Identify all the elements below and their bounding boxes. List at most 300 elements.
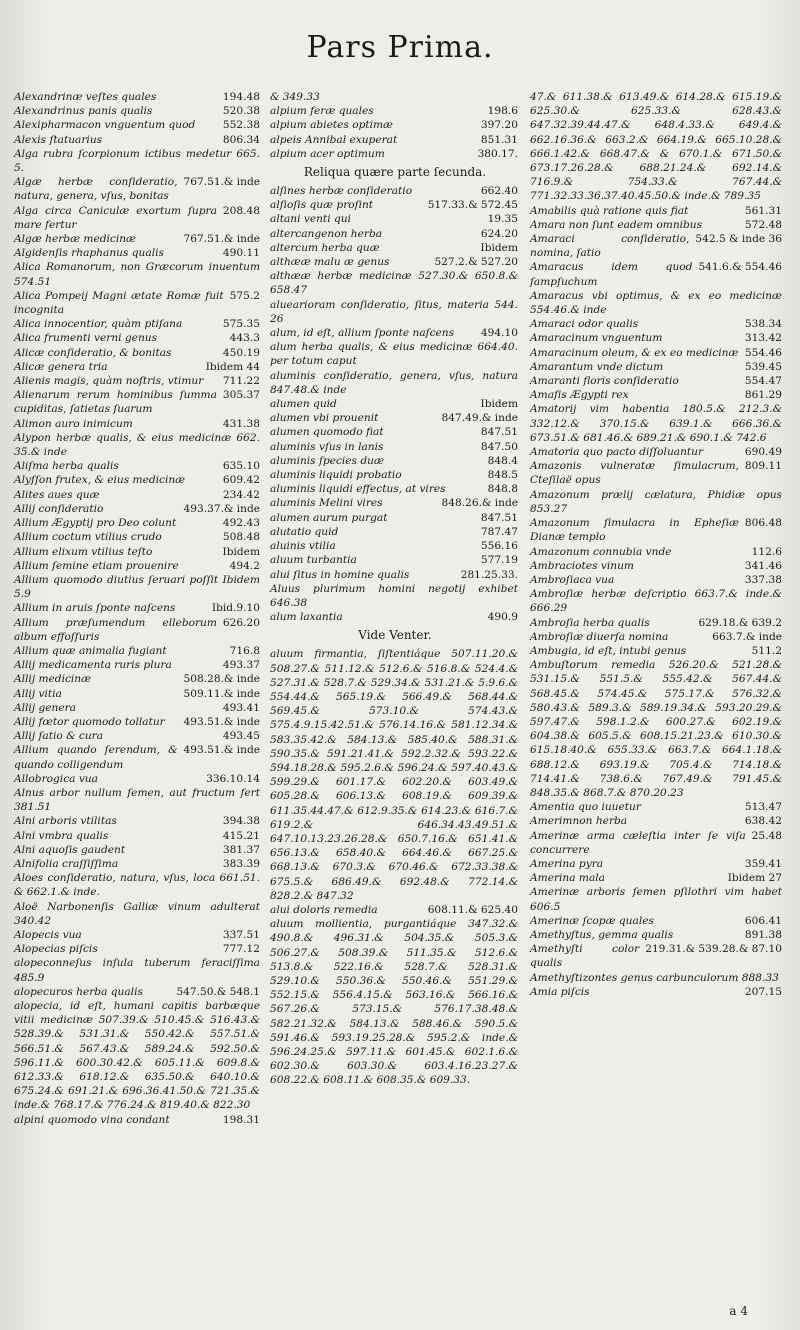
entry-reference: 608.11.& 625.40	[427, 903, 518, 916]
entry-text: Amaracus idem quod ſampſuchum	[530, 261, 693, 288]
entry-text: Alni vmbra qualis	[14, 829, 109, 842]
entry-reference: 538.34	[744, 318, 782, 331]
index-entry	[270, 184, 520, 198]
entry-text: alumen aurum purgat	[270, 511, 388, 524]
entry-text: aluminis Melini vires	[270, 497, 383, 510]
entry-text: alpium abietes optimæ	[270, 119, 394, 132]
entry-text: Amabilis quà ratione quis fiat	[530, 204, 689, 217]
entry-text: Amerimnon herba	[530, 815, 628, 828]
index-entry	[270, 425, 520, 439]
index-entry	[530, 587, 784, 615]
index-entry	[14, 843, 262, 857]
entry-reference: 806.48	[744, 517, 782, 530]
index-entry	[14, 502, 262, 516]
entry-reference: 577.19	[480, 554, 518, 567]
index-entry	[270, 298, 520, 326]
index-entry	[270, 397, 520, 411]
entry-reference: 572.48	[744, 218, 782, 231]
index-entry	[530, 232, 784, 260]
index-entry	[530, 317, 784, 331]
index-entry	[14, 260, 262, 288]
index-entry	[530, 942, 784, 970]
index-entry	[14, 388, 262, 416]
entry-text: Allium præſumendum elleborum album effoſſuris	[14, 616, 217, 643]
entry-reference: 397.20	[480, 119, 518, 132]
index-entry	[530, 658, 784, 800]
index-entry	[270, 255, 520, 269]
entry-text: Amatoria quo pacto diſſoluantur	[530, 446, 704, 459]
entry-text: alpeis Annibal exuperat	[270, 133, 398, 146]
entry-text: Alimon auro inimicum	[14, 417, 133, 430]
entry-text: Ambroſiæ herbæ deſcriptio 663.7.& inde.& 666.29	[530, 588, 782, 615]
index-entry	[14, 559, 262, 573]
entry-text: Amaranti floris conſideratio	[530, 375, 679, 388]
index-entry	[14, 360, 262, 374]
entry-text: altani venti qui	[270, 213, 351, 226]
index-entry	[270, 568, 520, 582]
index-entry	[14, 857, 262, 871]
entry-reference: Ibidem	[480, 398, 518, 411]
index-entry	[530, 616, 784, 630]
index-entry	[14, 431, 262, 459]
index-entry	[270, 411, 520, 425]
index-entry	[14, 232, 262, 246]
index-entry	[14, 942, 262, 956]
entry-reference: 547.50.& 548.1	[176, 985, 260, 998]
index-entry	[14, 1113, 262, 1127]
index-entry	[14, 118, 262, 132]
entry-reference: 662.40	[480, 185, 518, 198]
entry-reference: 415.21	[222, 829, 260, 842]
entry-reference: 341.46	[744, 559, 782, 572]
entry-text: Allij ſatio & cura	[14, 730, 104, 743]
index-entry	[530, 928, 784, 942]
entry-text: Amaracus vbi optimus, & ex eo medicinæ 554.46.& inde	[530, 289, 782, 317]
index-entry	[530, 630, 784, 644]
entry-text: 47.& 611.38.& 613.49.& 614.28.& 615.19.& 625.30.& 625.33.& 628.43.& 647.32.39.44.47.& 648.4.33.& 649.4.& 662.16.36.& 663.2.& 664.19.& 665.10.28.& 666.1.42.& 668.47.& & 670.1.& 671.50.& 673.17.26.28.& 688.21.24.& 692.14.& 716.9.& 754.33.& 767.44.& 771.32.33.36.37.40.45.50.& inde.& 789.35	[530, 91, 782, 203]
entry-reference: Ibid.9.10	[211, 602, 260, 615]
entry-text: Alicæ conſideratio, & bonitas	[14, 346, 172, 359]
index-entry	[14, 147, 262, 175]
index-entry	[530, 559, 784, 573]
index-entry	[530, 488, 784, 516]
entry-text: Alopecis vua	[14, 928, 82, 941]
entry-text: Allium ſemine etiam prouenire	[14, 559, 179, 572]
entry-text: Amerina pyra	[530, 857, 604, 870]
entry-reference: Ibidem	[480, 241, 518, 254]
entry-reference: 493.37.& inde	[183, 502, 260, 515]
index-entry	[270, 198, 520, 212]
entry-text: althææ herbæ medicinæ 527.30.& 650.8.& 658.47	[270, 270, 518, 297]
entry-text: Allium Ægyptij pro Deo colunt	[14, 517, 177, 530]
entry-text: alui ſitus in homine qualis	[270, 568, 410, 581]
index-entry	[14, 289, 262, 317]
entry-reference: 777.12	[222, 943, 260, 956]
index-entry	[14, 516, 262, 530]
entry-text: aluum mollientia, purgantiáque 347.32.& 490.8.& 496.31.& 504.35.& 505.3.& 506.27.& 508.39.& 511.35.& 512.6.& 513.8.& 522.16.& 528.7.& 528.31.& 529.10.& 550.36.& 550.46.& 551.29.& 552.15.& 556.4.15.& 563.16.& 566.16.& 567.26.& 573.15.& 576.17.38.48.& 582.21.32.& 584.13.& 588.46.& 590.5.& 591.46.& 593.19.25.28.& 595.2.& inde.& 596.24.25.& 597.11.& 601.45.& 602.1.6.& 602.30.& 603.30.& 603.4.16.23.27.& 608.22.& 608.11.& 608.35.& 609.33.	[270, 918, 518, 1087]
entry-text: Alienarum rerum hominibus ſumma cupiditas, ſatietas ſuarum	[14, 389, 217, 416]
entry-text: aluum firmantia, ſiſtentiáque 507.11.20.& 508.27.& 511.12.& 512.6.& 516.8.& 524.4.& 527.31.& 528.7.& 529.34.& 531.21.& 5.9.6.& 554.44.& 565.19.& 566.49.& 568.44.& 569.45.& 573.10.& 574.43.& 575.4.9.15.42.51.& 576.14.16.& 581.12.34.& 583.35.42.& 584.13.& 585.40.& 588.31.& 590.35.& 591.21.41.& 592.2.32.& 593.22.& 594.18.28.& 595.2.6.& 596.24.& 597.40.43.& 599.29.& 601.17.& 602.20.& 603.49.& 605.28.& 606.13.& 608.19.& 609.39.& 611.35.44.47.& 612.9.35.& 614.23.& 616.7.& 619.2.& 646.34.43.49.51.& 647.10.13.23.26.28.& 650.7.16.& 651.41.& 656.13.& 658.40.& 664.46.& 667.25.& 668.13.& 670.3.& 670.46.& 672.33.38.& 675.5.& 686.49.& 692.48.& 772.14.& 828.2.& 847.32	[270, 648, 518, 902]
entry-reference: 381.37	[222, 843, 260, 856]
entry-text: Amaraci conſideratio, nomina, ſatio	[530, 233, 690, 260]
entry-text: alutatio quid	[270, 525, 339, 538]
entry-text: Amerinæ arboris ſemen pſilothri vim habet 606.5	[530, 886, 782, 913]
index-entry	[14, 473, 262, 487]
index-entry	[14, 701, 262, 715]
index-entry	[270, 90, 520, 104]
entry-text: Alypon herbæ qualis, & eius medicinæ 662. 35.& inde	[14, 431, 260, 459]
entry-text: Alica innocentior, quàm ptiſana	[14, 318, 183, 331]
index-entry	[270, 553, 520, 567]
entry-reference: 112.6	[751, 545, 782, 558]
entry-reference: 848.8	[487, 483, 518, 496]
entry-reference: 25.48	[751, 829, 782, 842]
entry-text: Allium in aruis ſponte naſcens	[14, 602, 176, 615]
entry-text: alopeconneſus inſula tuberum feraciſſima 485.9	[14, 957, 260, 984]
index-entry	[530, 829, 784, 857]
index-entry	[14, 644, 262, 658]
entry-text: Alexipharmacon vnguentum quod	[14, 119, 196, 132]
index-entry	[530, 971, 784, 985]
entry-reference: Ibidem	[222, 545, 260, 558]
entry-text: Amaracinum vnguentum	[530, 332, 663, 345]
index-entry	[270, 104, 520, 118]
entry-reference: 281.25.33.	[460, 568, 518, 581]
entry-text: alumen quid	[270, 398, 337, 411]
entry-reference: 493.37	[222, 659, 260, 672]
index-entry	[14, 999, 262, 1113]
entry-reference: 635.10	[222, 460, 260, 473]
entry-text: Allium elixum vtilius teſto	[14, 545, 153, 558]
entry-text: Algæ herbæ medicinæ	[14, 233, 136, 246]
index-entry	[270, 647, 520, 903]
entry-text: Amatorij vim habentia 180.5.& 212.3.& 332.12.& 370.15.& 639.1.& 666.36.& 673.51.& 681.46.& 689.21.& 690.1.& 742.6	[530, 403, 782, 444]
entry-text: altercum herba quæ	[270, 241, 380, 254]
entry-reference: 847.51	[480, 426, 518, 439]
entry-text: Aloes conſideratio, natura, vſus, loca 661.51. & 662.1.& inde.	[14, 872, 260, 899]
entry-reference: 861.29	[744, 389, 782, 402]
index-entry	[270, 369, 520, 397]
index-entry	[14, 729, 262, 743]
signature-mark: a 4	[729, 1304, 748, 1318]
entry-text: Amethyſti color qualis	[530, 943, 640, 970]
entry-reference: 554.46	[744, 346, 782, 359]
entry-text: alpini quomodo vina condant	[14, 1113, 170, 1126]
entry-reference: 787.47	[480, 525, 518, 538]
index-entry	[14, 743, 262, 771]
entry-reference: 848.26.& inde	[441, 497, 518, 510]
entry-text: Allij vitia	[14, 687, 62, 700]
entry-reference: 493.51.& inde	[183, 744, 260, 757]
index-entry	[14, 346, 262, 360]
index-entry	[270, 539, 520, 553]
index-entry	[14, 772, 262, 786]
index-entry	[270, 482, 520, 496]
entry-text: Amara non ſunt eadem omnibus	[530, 218, 703, 231]
index-entry	[14, 133, 262, 147]
entry-text: Alica Pompeij Magni ætate Romæ fuit incognita	[14, 289, 224, 317]
entry-reference: 493.41	[222, 701, 260, 714]
entry-reference: 513.47	[744, 801, 782, 814]
entry-reference: 219.31.& 539.28.& 87.10	[645, 943, 782, 956]
entry-text: Alexis ſtatuarius	[14, 133, 103, 146]
index-column-3	[530, 90, 784, 999]
entry-reference: 198.6	[487, 105, 518, 118]
entry-reference: 575.35	[222, 318, 260, 331]
entry-reference: 313.42	[744, 332, 782, 345]
index-entry	[270, 525, 520, 539]
entry-reference: 443.3	[229, 332, 260, 345]
entry-reference: 394.38	[222, 815, 260, 828]
index-entry	[14, 459, 262, 473]
entry-reference: 19.35	[487, 213, 518, 226]
index-entry	[270, 147, 520, 161]
entry-text: Alica frumenti verni genus	[14, 332, 158, 345]
entry-reference: 431.38	[222, 417, 260, 430]
index-entry	[14, 90, 262, 104]
entry-text: Alni aquoſis gaudent	[14, 843, 126, 856]
entry-reference: 234.42	[222, 488, 260, 501]
entry-reference: 450.19	[222, 346, 260, 359]
entry-text: Amazonum prælij cælatura, Phidiæ opus 853.27	[530, 488, 782, 515]
entry-text: Alites aues quæ	[14, 488, 100, 501]
entry-text: alſioſis quæ proſint	[270, 199, 374, 212]
index-entry	[270, 241, 520, 255]
entry-reference: 508.28.& inde	[183, 673, 260, 686]
entry-text: Alyſſon frutex, & eius medicinæ	[14, 474, 186, 487]
index-entry	[14, 573, 262, 601]
index-entry	[270, 917, 520, 1087]
index-entry	[530, 644, 784, 658]
entry-reference: 305.37	[222, 389, 260, 402]
entry-reference: Ibidem 44	[205, 360, 260, 373]
entry-reference: 492.43	[222, 517, 260, 530]
index-entry	[14, 829, 262, 843]
index-entry	[530, 545, 784, 559]
index-entry	[14, 985, 262, 999]
entry-reference: 847.50	[480, 440, 518, 453]
entry-text: Allium quomodo diutius ſeruari poſſit Ibidem 5.9	[14, 573, 260, 601]
entry-reference: 508.48	[222, 531, 260, 544]
entry-reference: 690.49	[744, 446, 782, 459]
index-entry	[530, 260, 784, 288]
index-entry	[14, 956, 262, 984]
entry-text: Algidenſis rhaphanus qualis	[14, 247, 164, 260]
index-entry	[14, 417, 262, 431]
entry-reference: 541.6.& 554.46	[698, 261, 782, 274]
entry-reference: 629.18.& 639.2	[698, 616, 782, 629]
index-entry	[14, 871, 262, 899]
entry-reference: 891.38	[744, 928, 782, 941]
entry-reference: 848.4	[487, 454, 518, 467]
entry-text: aluminis liquidi effectus, at vires	[270, 483, 446, 496]
index-entry	[530, 388, 784, 402]
index-entry	[530, 204, 784, 218]
entry-text: Amerinæ arma cæleſtia inter ſe viſa concurrere	[530, 829, 746, 856]
index-entry	[530, 346, 784, 360]
entry-text: aluum turbantia	[270, 554, 357, 567]
entry-reference: 198.31	[222, 1113, 260, 1126]
entry-text: Aluus plurimum homini negotij exhibet 646.38	[270, 582, 518, 609]
entry-reference: 561.31	[744, 204, 782, 217]
entry-reference: 851.31	[480, 133, 518, 146]
entry-text: Amentia quo iuuetur	[530, 801, 641, 814]
entry-text: & 349.33	[270, 91, 320, 103]
entry-reference: 337.51	[222, 928, 260, 941]
index-entry	[14, 175, 262, 203]
entry-reference: 494.2	[229, 559, 260, 572]
entry-text: alumen vbi prouenit	[270, 412, 379, 425]
entry-text: Aloë Narbonenſis Galliæ vinum adulterat 340.42	[14, 900, 260, 927]
entry-reference: 847.49.& inde	[441, 412, 518, 425]
entry-reference: 556.16	[480, 540, 518, 553]
index-entry	[270, 496, 520, 510]
entry-reference: Ibidem 27	[727, 872, 782, 885]
entry-text: Ambroſiæ diuerſa nomina	[530, 630, 669, 643]
entry-text: Allium quæ animalia fugiant	[14, 644, 167, 657]
entry-reference: 624.20	[480, 227, 518, 240]
entry-text: Allij genera	[14, 701, 76, 714]
entry-reference: 767.51.& inde	[183, 176, 260, 189]
entry-text: alumen quomodo fiat	[270, 426, 384, 439]
entry-text: Alienis magis, quàm noſtris, vtimur	[14, 375, 204, 388]
entry-text: Ambroſia herba qualis	[530, 616, 650, 629]
entry-reference: 809.11	[744, 460, 782, 473]
entry-text: alpium acer optimum	[270, 147, 385, 160]
entry-reference: 806.34	[222, 133, 260, 146]
entry-text: aluminis vſus in lanis	[270, 440, 384, 453]
index-entry	[530, 516, 784, 544]
index-entry	[530, 800, 784, 814]
index-entry	[270, 582, 520, 610]
entry-reference: 380.17.	[477, 147, 518, 160]
entry-reference: 542.5 & inde 36	[695, 233, 782, 246]
entry-reference: 711.22	[222, 375, 260, 388]
entry-text: Alopecias piſcis	[14, 943, 98, 956]
entry-text: Alnifolia craſſiſſima	[14, 857, 119, 870]
index-entry	[270, 511, 520, 525]
section-heading: Reliqua quære parte ſecunda.	[303, 165, 487, 180]
entry-text: aluearioram conſideratio, ſitus, materia 544. 26	[270, 298, 518, 325]
entry-text: Alexandrinus panis qualis	[14, 105, 153, 118]
index-entry	[14, 672, 262, 686]
index-column-1	[14, 90, 262, 1127]
entry-text: Alga rubra ſcorpionum ictibus medetur 665. 5.	[14, 147, 260, 175]
index-entry	[270, 269, 520, 297]
entry-text: Allium coctum vtilius crudo	[14, 531, 162, 544]
entry-text: alum laxantia	[270, 611, 343, 624]
index-entry	[14, 204, 262, 232]
index-entry	[14, 601, 262, 615]
entry-text: altercangenon herba	[270, 227, 383, 240]
index-entry	[530, 914, 784, 928]
index-entry	[14, 900, 262, 928]
index-entry	[530, 402, 784, 445]
entry-reference: 517.33.& 572.45	[427, 199, 518, 212]
entry-text: Alni arboris vtilitas	[14, 815, 117, 828]
entry-text: Amerinæ ſcopæ quales	[530, 914, 654, 927]
entry-text: alſines herbæ conſideratio	[270, 185, 413, 198]
entry-text: Allium quando ſerendum, & quando colligendum	[14, 744, 178, 771]
entry-text: Alga circa Caniculæ exortum ſupra mare fertur	[14, 204, 217, 231]
index-entry	[270, 440, 520, 454]
entry-reference: 336.10.14	[206, 772, 260, 785]
index-entry	[530, 985, 784, 999]
entry-reference: 383.39	[222, 857, 260, 870]
entry-text: alpium feræ quales	[270, 105, 374, 118]
entry-text: aluinis vtilia	[270, 540, 336, 553]
entry-reference: 509.11.& inde	[183, 687, 260, 700]
entry-reference: 527.2.& 527.20	[434, 256, 518, 269]
entry-text: alui doloris remedia	[270, 903, 378, 916]
page-title: Pars Prima.	[306, 30, 494, 65]
index-entry	[270, 468, 520, 482]
index-entry	[270, 326, 520, 340]
index-entry	[14, 246, 262, 260]
entry-text: Ambugia, id eſt, intubi genus	[530, 644, 687, 657]
entry-text: Allij fœtor quomodo tollatur	[14, 715, 165, 728]
index-entry	[14, 530, 262, 544]
entry-reference: 337.38	[744, 573, 782, 586]
entry-text: Amaraci odor qualis	[530, 318, 639, 331]
entry-text: Amazonum connubia vnde	[530, 545, 672, 558]
index-entry	[530, 218, 784, 232]
entry-reference: 626.20	[222, 616, 260, 629]
entry-text: Amazonum ſimulacra in Epheſiæ Dianæ templo	[530, 517, 739, 544]
index-entry	[14, 616, 262, 644]
index-entry	[530, 445, 784, 459]
entry-reference: 194.48	[222, 91, 260, 103]
entry-reference: 575.2	[229, 289, 260, 302]
entry-reference: 539.45	[744, 360, 782, 373]
entry-text: Ambraciotes vinum	[530, 559, 634, 572]
index-entry	[530, 814, 784, 828]
entry-reference: 609.42	[222, 474, 260, 487]
entry-text: alopecuros herba qualis	[14, 985, 143, 998]
entry-reference: 520.38	[222, 105, 260, 118]
index-entry	[14, 545, 262, 559]
entry-reference: 490.11	[222, 247, 260, 260]
index-entry	[14, 331, 262, 345]
index-entry	[14, 715, 262, 729]
entry-reference: 494.10	[480, 327, 518, 340]
entry-reference: 493.51.& inde	[183, 715, 260, 728]
index-entry	[530, 374, 784, 388]
index-entry	[530, 857, 784, 871]
entry-reference: 493.45	[222, 730, 260, 743]
entry-reference: 359.41	[744, 857, 782, 870]
entry-reference: 847.51	[480, 511, 518, 524]
entry-text: Alexandrinæ veſtes quales	[14, 91, 157, 103]
entry-text: Allij medicinæ	[14, 673, 92, 686]
entry-reference: 716.8	[229, 644, 260, 657]
index-entry	[530, 573, 784, 587]
entry-text: Alnus arbor nullum ſemen, aut fructum fert 381.51	[14, 786, 260, 814]
entry-text: Amia piſcis	[530, 985, 590, 998]
entry-text: Amarantum vnde dictum	[530, 360, 664, 373]
entry-text: Amethyſtizontes genus carbunculorum 888.33	[530, 971, 779, 984]
entry-text: Allij conſideratio	[14, 502, 104, 515]
index-entry	[530, 331, 784, 345]
index-column-2	[270, 90, 520, 1088]
entry-text: Amazonis vulneratæ ſimulacrum, Cteſilaë opus	[530, 460, 739, 487]
entry-reference: 638.42	[744, 815, 782, 828]
entry-reference: 848.5	[487, 469, 518, 482]
entry-text: Ambroſiaca vua	[530, 573, 615, 586]
entry-text: alopecia, id eſt, humani capitis barbæque vitii medicinæ 507.39.& 510.45.& 516.43.& 528.39.& 531.31.& 550.42.& 557.51.& 566.51.& 567.43.& 589.24.& 592.50.& 596.11.& 600.30.42.& 605.11.& 609.8.& 612.33.& 618.12.& 635.50.& 640.10.& 675.24.& 691.21.& 696.36.41.50.& 721.35.& inde.& 768.17.& 776.24.& 819.40.& 822.30	[14, 1000, 260, 1112]
index-entry	[270, 118, 520, 132]
index-entry	[270, 610, 520, 624]
